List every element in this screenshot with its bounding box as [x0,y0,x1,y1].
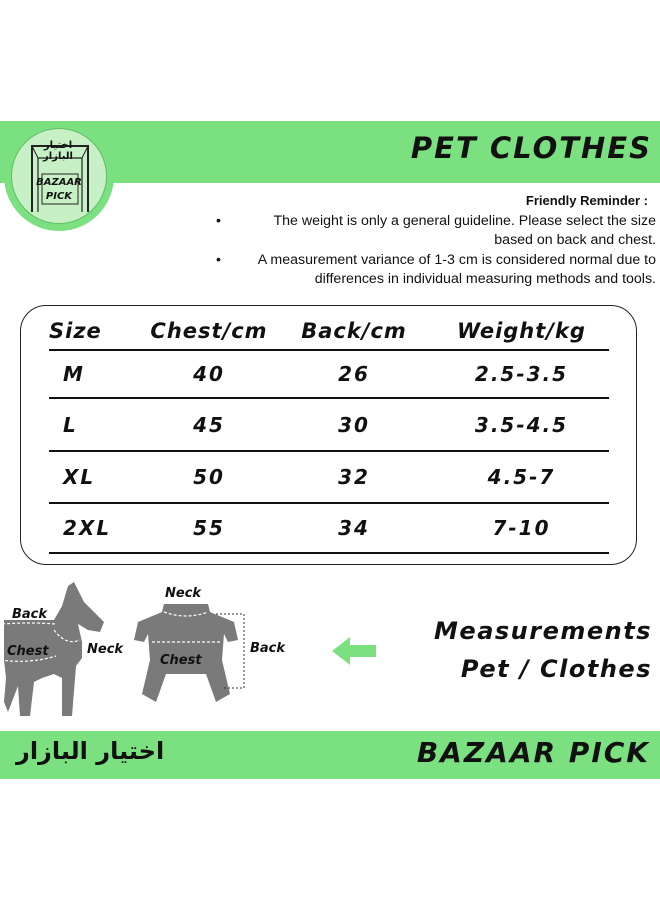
cell-weight: 2.5-3.5 [434,350,609,398]
size-value: 2XL [63,516,112,540]
table-row [49,503,609,553]
cell-size [49,398,144,451]
reminder-item [216,251,656,288]
size-value: L [63,412,78,437]
measurements-line-2: Pet / Clothes [460,655,652,683]
header-back: Back/cm [274,313,434,350]
dog-neck-label: Neck [87,642,124,657]
header-chest: Chest/cm [144,313,274,350]
cell-weight: 4.5-7 [434,451,609,503]
reminder-item [216,212,656,249]
logo-text [33,176,85,204]
logo-line-1: BAZAAR [36,177,82,188]
table-row [49,398,609,451]
footer-brand: BAZAAR PICK [416,736,650,769]
bullet-icon: • [216,252,221,268]
cell-back: 30 [274,398,434,451]
header-size: Size [49,313,144,350]
dog-back-label: Back [12,607,48,622]
clothes-neck-label: Neck [165,586,202,601]
size-value: XL [63,465,96,489]
cell-chest: 50 [144,451,274,503]
cell-size [49,350,144,398]
page-title: PET CLOTHES [410,131,652,165]
cell-size [49,503,144,553]
cell-chest: 55 [144,503,274,553]
logo-arabic-text: اختيار البازار [43,140,73,162]
size-value: M [63,362,85,386]
reminder-list [216,212,656,290]
clothes-chest-label: Chest [160,653,202,668]
header-weight: Weight/kg [434,313,609,350]
measurements-line-1: Measurements [434,617,652,645]
cell-size [49,451,144,503]
size-table [49,313,609,554]
table-row [49,350,609,398]
reminder-text: The weight is only a general guideline. Please select the size based on back and chest. [273,213,656,248]
reminder-text: A measurement variance of 1-3 cm is considered normal due to differences in individual measuring methods and tools. [257,252,656,287]
cell-back: 34 [274,503,434,553]
measurements-title [434,612,652,688]
cell-weight: 7-10 [434,503,609,553]
footer-arabic-text: اختيار البازار [16,737,165,765]
arrow-left-icon [332,636,378,666]
table-header-row [49,313,609,350]
cell-weight: 3.5-4.5 [434,398,609,451]
cell-chest: 40 [144,350,274,398]
clothes-back-label: Back [250,641,286,656]
table-row [49,451,609,503]
logo-line-2: PICK [45,191,73,202]
cell-back: 32 [274,451,434,503]
bullet-icon: • [216,213,221,229]
reminder-title: Friendly Reminder : [525,193,648,208]
cell-chest: 45 [144,398,274,451]
dog-chest-label: Chest [7,644,49,659]
cell-back: 26 [274,350,434,398]
